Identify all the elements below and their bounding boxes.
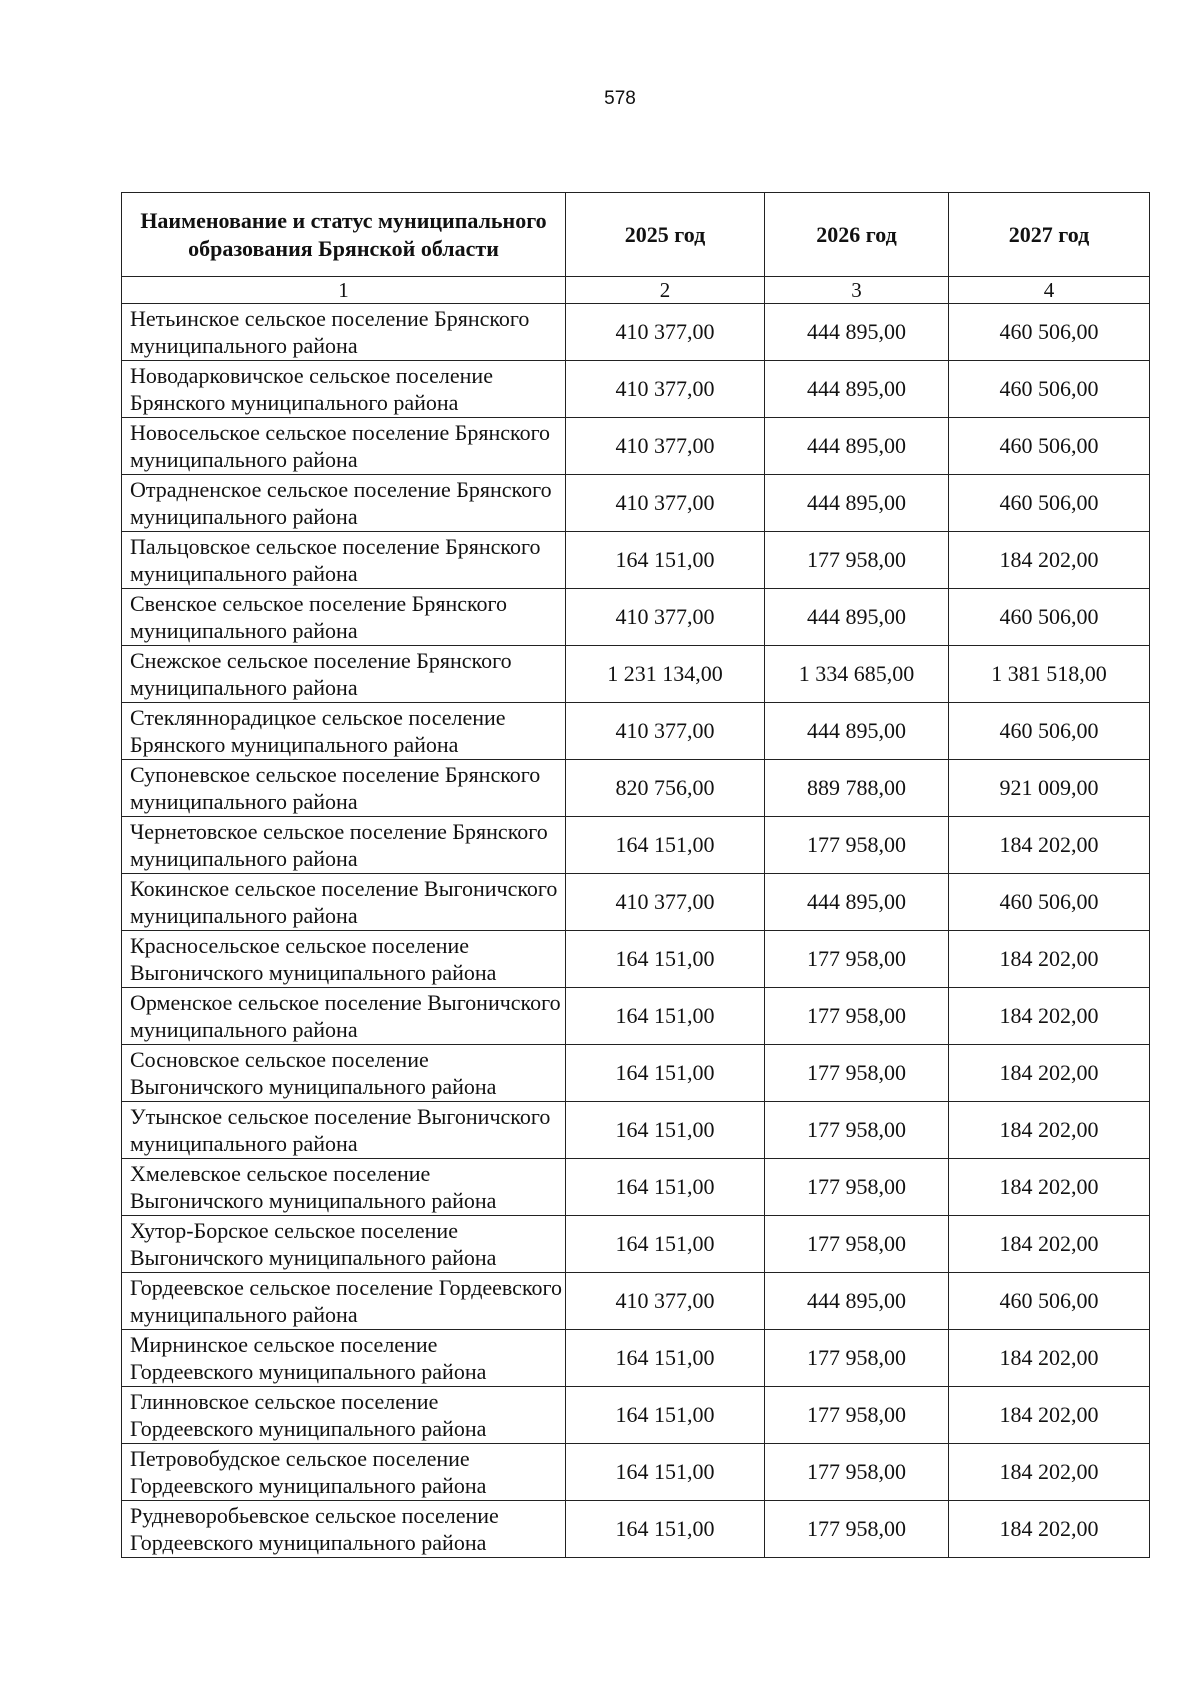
table-row [122, 475, 1150, 532]
amount-2027: 460 506,00 [949, 589, 1150, 646]
amount-2025: 164 151,00 [566, 1387, 765, 1444]
amount-2027: 921 009,00 [949, 760, 1150, 817]
amount-2025: 164 151,00 [566, 1444, 765, 1501]
amount-2026: 177 958,00 [765, 1045, 949, 1102]
amount-2027: 460 506,00 [949, 304, 1150, 361]
amount-2027: 184 202,00 [949, 1330, 1150, 1387]
header-year-2026: 2026 год [765, 193, 949, 277]
amount-2026: 177 958,00 [765, 532, 949, 589]
amount-2025: 164 151,00 [566, 532, 765, 589]
municipality-name: Утынское сельское поселение Выгоничского муниципального района [122, 1102, 566, 1159]
column-number: 2 [566, 277, 765, 304]
amount-2026: 177 958,00 [765, 1444, 949, 1501]
table-row [122, 817, 1150, 874]
amount-2026: 177 958,00 [765, 931, 949, 988]
amount-2027: 460 506,00 [949, 703, 1150, 760]
column-number: 4 [949, 277, 1150, 304]
amount-2026: 444 895,00 [765, 703, 949, 760]
municipality-name: Чернетовское сельское поселение Брянского муниципального района [122, 817, 566, 874]
amount-2026: 444 895,00 [765, 1273, 949, 1330]
amount-2025: 410 377,00 [566, 304, 765, 361]
municipality-name: Отрадненское сельское поселение Брянского муниципального района [122, 475, 566, 532]
amount-2026: 177 958,00 [765, 1501, 949, 1558]
municipality-name: Мирнинское сельское поселение Гордеевского муниципального района [122, 1330, 566, 1387]
municipality-name: Хутор-Борское сельское поселение Выгоничского муниципального района [122, 1216, 566, 1273]
table-row [122, 418, 1150, 475]
page-number: 578 [604, 88, 636, 109]
table-row [122, 1387, 1150, 1444]
amount-2027: 184 202,00 [949, 1501, 1150, 1558]
amount-2026: 444 895,00 [765, 475, 949, 532]
amount-2025: 164 151,00 [566, 1045, 765, 1102]
municipality-name: Петровобудское сельское поселение Гордеевского муниципального района [122, 1444, 566, 1501]
amount-2027: 184 202,00 [949, 1045, 1150, 1102]
amount-2027: 460 506,00 [949, 418, 1150, 475]
table-row [122, 1273, 1150, 1330]
amount-2027: 460 506,00 [949, 475, 1150, 532]
amount-2027: 460 506,00 [949, 874, 1150, 931]
amount-2025: 410 377,00 [566, 475, 765, 532]
municipality-name: Снежское сельское поселение Брянского муниципального района [122, 646, 566, 703]
municipality-name: Новодарковичское сельское поселение Брянского муниципального района [122, 361, 566, 418]
amount-2025: 164 151,00 [566, 988, 765, 1045]
amount-2026: 889 788,00 [765, 760, 949, 817]
amount-2026: 444 895,00 [765, 589, 949, 646]
amount-2026: 444 895,00 [765, 874, 949, 931]
table-row [122, 931, 1150, 988]
amount-2026: 177 958,00 [765, 1387, 949, 1444]
amount-2025: 410 377,00 [566, 589, 765, 646]
table-row [122, 361, 1150, 418]
table-row [122, 1444, 1150, 1501]
table-row [122, 589, 1150, 646]
amount-2025: 164 151,00 [566, 1102, 765, 1159]
amount-2026: 177 958,00 [765, 817, 949, 874]
table-row [122, 1216, 1150, 1273]
municipality-name: Пальцовское сельское поселение Брянского муниципального района [122, 532, 566, 589]
amount-2027: 184 202,00 [949, 988, 1150, 1045]
table-row [122, 874, 1150, 931]
municipality-name: Красносельское сельское поселение Выгоничского муниципального района [122, 931, 566, 988]
table-row [122, 646, 1150, 703]
amount-2025: 164 151,00 [566, 1216, 765, 1273]
municipality-name: Нетьинское сельское поселение Брянского муниципального района [122, 304, 566, 361]
budget-table [121, 192, 1150, 1558]
table-row [122, 532, 1150, 589]
amount-2025: 410 377,00 [566, 874, 765, 931]
amount-2026: 177 958,00 [765, 1159, 949, 1216]
amount-2026: 444 895,00 [765, 304, 949, 361]
amount-2027: 1 381 518,00 [949, 646, 1150, 703]
amount-2027: 184 202,00 [949, 1387, 1150, 1444]
amount-2025: 410 377,00 [566, 703, 765, 760]
table-row [122, 304, 1150, 361]
header-municipality: Наименование и статус муниципального образования Брянской области [122, 193, 566, 277]
amount-2025: 164 151,00 [566, 1330, 765, 1387]
table-row [122, 988, 1150, 1045]
municipality-name: Сосновское сельское поселение Выгоничского муниципального района [122, 1045, 566, 1102]
amount-2026: 1 334 685,00 [765, 646, 949, 703]
municipality-name: Свенское сельское поселение Брянского муниципального района [122, 589, 566, 646]
table-body [122, 304, 1150, 1558]
amount-2025: 410 377,00 [566, 1273, 765, 1330]
table-row [122, 1501, 1150, 1558]
municipality-name: Рудневоробьевское сельское поселение Гордеевского муниципального района [122, 1501, 566, 1558]
amount-2026: 444 895,00 [765, 361, 949, 418]
amount-2027: 184 202,00 [949, 931, 1150, 988]
municipality-name: Стекляннорадицкое сельское поселение Брянского муниципального района [122, 703, 566, 760]
amount-2027: 184 202,00 [949, 532, 1150, 589]
amount-2026: 444 895,00 [765, 418, 949, 475]
amount-2027: 184 202,00 [949, 1159, 1150, 1216]
amount-2026: 177 958,00 [765, 988, 949, 1045]
column-number: 1 [122, 277, 566, 304]
amount-2027: 184 202,00 [949, 1102, 1150, 1159]
header-year-2027: 2027 год [949, 193, 1150, 277]
table-row [122, 703, 1150, 760]
table-row [122, 1330, 1150, 1387]
amount-2026: 177 958,00 [765, 1330, 949, 1387]
amount-2025: 820 756,00 [566, 760, 765, 817]
column-number-row [122, 277, 1150, 304]
table-row [122, 760, 1150, 817]
amount-2027: 460 506,00 [949, 1273, 1150, 1330]
amount-2027: 184 202,00 [949, 1444, 1150, 1501]
table-row [122, 1159, 1150, 1216]
amount-2025: 410 377,00 [566, 361, 765, 418]
amount-2026: 177 958,00 [765, 1102, 949, 1159]
municipality-name: Гордеевское сельское поселение Гордеевского муниципального района [122, 1273, 566, 1330]
municipality-name: Новосельское сельское поселение Брянского муниципального района [122, 418, 566, 475]
amount-2026: 177 958,00 [765, 1216, 949, 1273]
table-row [122, 1045, 1150, 1102]
amount-2027: 184 202,00 [949, 1216, 1150, 1273]
amount-2025: 164 151,00 [566, 1501, 765, 1558]
municipality-name: Кокинское сельское поселение Выгоничского муниципального района [122, 874, 566, 931]
amount-2025: 410 377,00 [566, 418, 765, 475]
header-year-2025: 2025 год [566, 193, 765, 277]
amount-2025: 1 231 134,00 [566, 646, 765, 703]
amount-2025: 164 151,00 [566, 931, 765, 988]
table-row [122, 1102, 1150, 1159]
municipality-name: Хмелевское сельское поселение Выгоничского муниципального района [122, 1159, 566, 1216]
municipality-name: Супоневское сельское поселение Брянского муниципального района [122, 760, 566, 817]
amount-2027: 460 506,00 [949, 361, 1150, 418]
municipality-name: Орменское сельское поселение Выгоничского муниципального района [122, 988, 566, 1045]
amount-2025: 164 151,00 [566, 1159, 765, 1216]
municipality-name: Глинновское сельское поселение Гордеевского муниципального района [122, 1387, 566, 1444]
column-number: 3 [765, 277, 949, 304]
amount-2027: 184 202,00 [949, 817, 1150, 874]
amount-2025: 164 151,00 [566, 817, 765, 874]
table-header-row [122, 193, 1150, 277]
